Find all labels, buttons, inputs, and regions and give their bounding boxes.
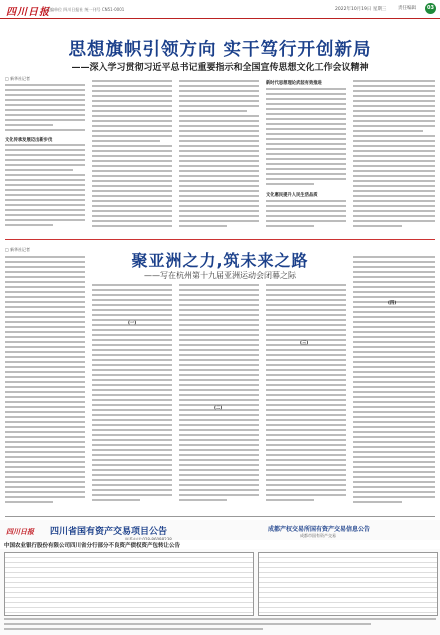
section-head-a2-4: (四) bbox=[388, 301, 397, 306]
editor-tag: 责任编辑 bbox=[398, 6, 416, 11]
ad-left-logo: 四川日报 bbox=[6, 527, 34, 536]
article2-col5 bbox=[353, 256, 435, 511]
article1-col3 bbox=[179, 80, 259, 232]
page-number-badge: 03 bbox=[425, 3, 436, 14]
article2-col3 bbox=[179, 284, 259, 511]
article1-col1 bbox=[5, 84, 85, 136]
author-1: □ 新华社记者 bbox=[5, 76, 31, 81]
headline-2: 聚亚洲之力,筑未来之路 bbox=[131, 251, 309, 270]
ad-right-sub: 成都市国有资产交易 bbox=[300, 533, 336, 538]
section-divider bbox=[5, 239, 435, 240]
article2-col4 bbox=[266, 284, 346, 511]
ad-table-right bbox=[258, 552, 438, 616]
article2-col2 bbox=[92, 284, 172, 511]
section-head-1: 文化传承发展迈出新步伐 bbox=[5, 138, 53, 143]
article1-col4 bbox=[266, 88, 346, 188]
ad-divider bbox=[5, 516, 435, 517]
section-head-3: 文化惠民提升人民生活品质 bbox=[266, 193, 318, 198]
ad-right-title: 成都产权交易所国有资产交易信息公告 bbox=[268, 526, 371, 533]
article1-col1b bbox=[5, 144, 85, 232]
article1-col5 bbox=[353, 80, 435, 232]
section-head-a2-1: (一) bbox=[128, 321, 137, 326]
ad-table-left bbox=[4, 552, 254, 616]
subheadline-2: ——写在杭州第十九届亚洲运动会闭幕之际 bbox=[144, 271, 296, 280]
article2-col1 bbox=[5, 256, 85, 511]
masthead-sub: 主编单位 四川日报社 统一刊号 CN51-0001 bbox=[46, 7, 125, 12]
author-2: □ 新华社记者 bbox=[5, 247, 31, 252]
section-head-2: 新时代思想理论武装有效推进 bbox=[266, 81, 322, 86]
section-head-a2-3: (三) bbox=[300, 341, 309, 346]
issue-date: 2022年10月19日 星期三 bbox=[335, 7, 387, 12]
article1-col4b bbox=[266, 200, 346, 232]
section-head-a2-2: (二) bbox=[214, 406, 223, 411]
ad-band-title: 中国农业银行股份有限公司四川省分行部分不良资产债权资产包转让公告 bbox=[4, 543, 181, 549]
newspaper-logo: 四川日报 bbox=[6, 7, 50, 18]
article1-col2 bbox=[92, 80, 172, 232]
subheadline-1: ——深入学习贯彻习近平总书记重要指示和全国宣传思想文化工作会议精神 bbox=[71, 63, 369, 73]
ad-footnote bbox=[4, 618, 436, 632]
headline-1: 思想旗帜引领方向 实干笃行开创新局 bbox=[68, 40, 372, 60]
ad-left-title: 四川省国有资产交易项目公告 bbox=[50, 527, 168, 537]
